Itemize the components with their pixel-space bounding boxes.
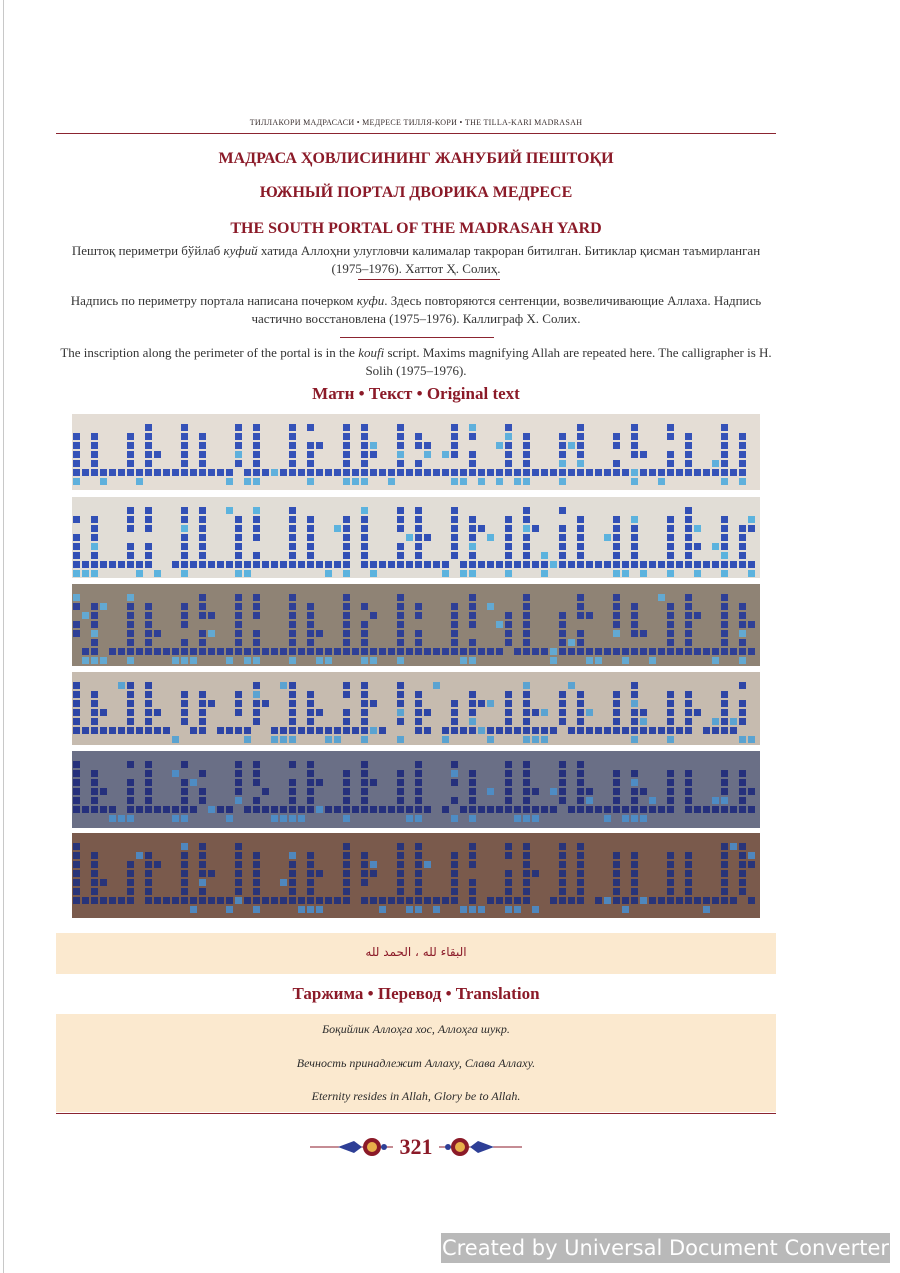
- description-ru: Надпись по периметру портала написана почерком куфи. Здесь повторяются сентенции, возвеличивающие Аллаха. Надпись частично восстановлена (1975–1976). Каллиграф Х. Солих.: [70, 293, 762, 326]
- title-ru: ЮЖНЫЙ ПОРТАЛ ДВОРИКА МЕДРЕСЕ: [259, 184, 573, 201]
- page-number-ornament: [310, 1134, 522, 1160]
- footer-rule: [56, 1113, 776, 1114]
- kufic-tile-strip-1: [72, 414, 760, 490]
- kufic-tile-strip-2: [72, 497, 760, 578]
- page-number: 321: [393, 1134, 439, 1160]
- title-uz: МАДРАСА ҲОВЛИСИНИНГ ЖАНУБИЙ ПЕШТОҚИ: [218, 150, 614, 167]
- page-edge-line: [3, 0, 4, 1273]
- translation-band: [56, 1014, 776, 1112]
- header-rule: [56, 133, 776, 134]
- kufic-tile-strip-6: [72, 833, 760, 918]
- kufic-tile-strip-5: [72, 751, 760, 828]
- translation-en: Eternity resides in Allah, Glory be to Allah.: [311, 1089, 521, 1103]
- description-uz: Пештоқ периметри бўйлаб куфий хатида Аллоҳни улугловчи калималар такроран битилган. Битиклар қисман таъмирланган (1975–1976). Хаттот Ҳ. Солиҳ.: [71, 243, 761, 276]
- arabic-text-band: [56, 933, 776, 974]
- translation-ru: Вечность принадлежит Аллаху, Слава Аллаху.: [296, 1056, 536, 1070]
- description-en: The inscription along the perimeter of the portal is in the koufi script. Maxims magnifying Allah are repeated here. The calligrapher is H. Solih (1975–1976).: [60, 345, 772, 378]
- kufic-tile-strip-4: [72, 672, 760, 745]
- translation-heading: Таржима • Перевод • Translation: [292, 984, 540, 1003]
- separator-2: [340, 337, 494, 338]
- kufic-tile-strip-3: [72, 584, 760, 666]
- arabic-text: البقاء لله ، الحمد لله: [365, 945, 467, 959]
- watermark: Created by Universal Document Converter: [441, 1233, 890, 1263]
- running-header: ТИЛЛАКОРИ МАДРАСАСИ • МЕДРЕСЕ ТИЛЛЯ-КОРИ • THE TILLA-KARI MADRASAH: [249, 118, 583, 127]
- separator-1: [358, 279, 500, 280]
- original-text-heading: Матн • Текст • Original text: [312, 384, 520, 403]
- title-en: THE SOUTH PORTAL OF THE MADRASAH YARD: [230, 220, 602, 237]
- translation-uz: Боқийлик Аллоҳга хос, Аллоҳга шукр.: [322, 1022, 510, 1036]
